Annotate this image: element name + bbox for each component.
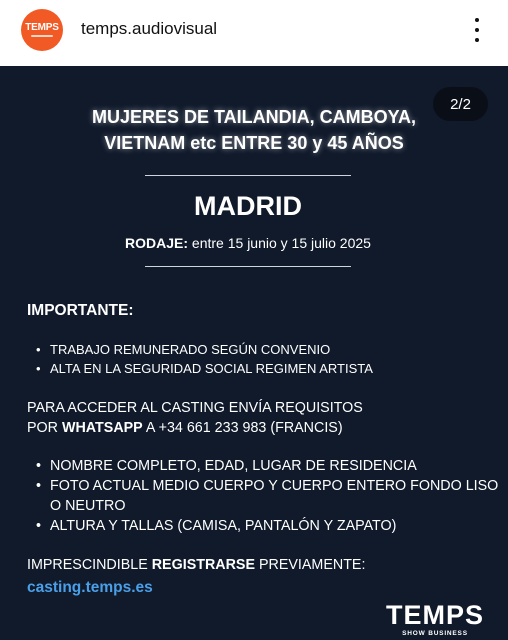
headline-line-1: MUJERES DE TAILANDIA, CAMBOYA, [91,107,417,127]
dot [475,18,479,22]
post-header [0,0,508,66]
username-link[interactable]: temps.audiovisual [81,19,218,38]
divider-top [145,175,351,176]
carousel-counter: 2/2 [433,87,488,121]
avatar-logo-underline [31,35,53,37]
headline [40,104,468,156]
temps-logo [383,600,487,638]
headline-line-2: VIETNAM etc ENTRE 30 y 45 AÑOS [104,133,404,153]
logo-wordmark: TEMPS [385,600,484,630]
requirements-list [27,456,508,536]
important-title: IMPORTANTE: [27,302,134,319]
conditions-list [27,341,373,378]
city-title: MADRID [194,191,302,221]
list-item: • FOTO ACTUAL MEDIO CUERPO Y CUERPO ENTERO FONDO LISO O NEUTRO [27,476,508,516]
post-image[interactable] [0,66,508,640]
phone-contact: A +34 661 233 983 (FRANCIS) [142,420,343,436]
avatar[interactable] [21,9,63,51]
list-item: • ALTURA Y TALLAS (CAMISA, PANTALÓN Y ZAPATO) [27,516,508,536]
casting-prefix: POR [27,420,62,436]
list-item: • TRABAJO REMUNERADO SEGÚN CONVENIO [27,341,373,360]
casting-instructions [27,398,363,438]
dot [475,28,479,32]
whatsapp-label: WHATSAPP [61,420,143,436]
casting-website-link[interactable]: casting.temps.es [27,579,153,596]
logo-tagline: SHOW BUSINESS [402,630,468,637]
register-prefix: IMPRESCINDIBLE [27,557,152,573]
rodaje-label: RODAJE: [125,235,189,251]
register-bold: REGISTRARSE [151,557,256,573]
more-options-icon[interactable] [466,15,488,45]
registration-note [27,557,365,573]
avatar-logo-text: TEMPS [25,22,59,33]
dot [475,38,479,42]
rodaje-line [0,235,496,251]
casting-line-1: PARA ACCEDER AL CASTING ENVÍA REQUISITOS [27,400,363,416]
casting-line-2 [27,418,363,438]
list-item: • ALTA EN LA SEGURIDAD SOCIAL REGIMEN ARTISTA [27,360,373,379]
rodaje-dates: entre 15 junio y 15 julio 2025 [188,235,371,251]
list-item: • NOMBRE COMPLETO, EDAD, LUGAR DE RESIDENCIA [27,456,508,476]
register-suffix: PREVIAMENTE: [255,557,366,573]
divider-bottom [145,266,351,267]
